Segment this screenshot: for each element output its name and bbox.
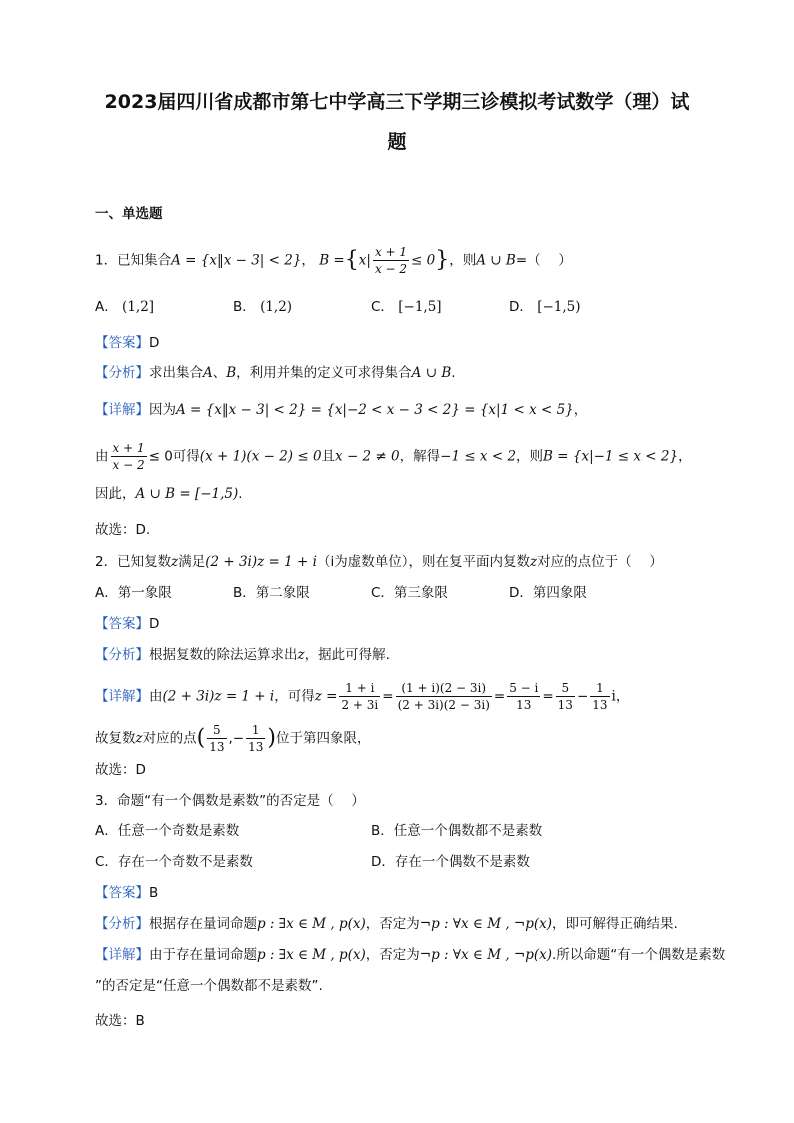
text: （i为虚数单位），则在复平面内复数 xyxy=(316,554,530,570)
q3-option-b: B．任意一个偶数都不是素数 xyxy=(371,823,543,839)
frac-den: x − 2 xyxy=(112,458,145,472)
frac-num: 1 xyxy=(246,722,265,739)
q3-analysis xyxy=(95,914,678,934)
q1-option-a xyxy=(95,297,154,317)
math: ¬p : ∀x ∈ M , ¬p(x) xyxy=(419,947,552,963)
opt-value: (1,2) xyxy=(260,299,293,315)
q1-stem-text: 已知集合 xyxy=(117,252,172,269)
q1-detail-line-3 xyxy=(95,484,243,504)
q1-detail-line-2 xyxy=(95,440,692,473)
choose-prefix: 故选： xyxy=(95,762,136,778)
answer-tag: 【答案】 xyxy=(95,335,149,351)
text: 求出集合 xyxy=(149,365,203,381)
q1-stem-text-d: =（ ） xyxy=(515,252,572,269)
frac-den: 13 xyxy=(516,698,532,712)
text: ， xyxy=(678,448,692,465)
opt-label: D． xyxy=(509,299,533,315)
bar: | xyxy=(366,252,371,269)
q2-answer xyxy=(95,614,159,634)
q1-setB-label: B = xyxy=(319,252,345,269)
math: p : ∃x ∈ M , p(x) xyxy=(257,916,366,932)
q1-setA: A = {x‖x − 3| < 2} xyxy=(171,252,302,269)
q2-choose xyxy=(95,760,146,780)
text: 对应的点 xyxy=(142,730,197,747)
frac-den: 13 xyxy=(248,740,264,754)
text: ，利用并集的定义可求得集合 xyxy=(236,365,412,381)
opt-value: [−1,5) xyxy=(537,299,581,315)
detail-tag: 【详解】 xyxy=(95,688,149,705)
q1-option-d xyxy=(509,297,581,317)
frac-num: 1 + i xyxy=(339,680,380,697)
q2-number: 2． xyxy=(95,554,118,570)
page-title xyxy=(60,82,734,162)
frac xyxy=(207,722,226,755)
text: 因为 xyxy=(149,402,176,418)
text: 、 xyxy=(212,365,227,381)
q2-analysis xyxy=(95,645,390,665)
text: ，则 xyxy=(516,448,544,465)
q1-stem xyxy=(95,244,572,277)
q1-frac-den: x − 2 xyxy=(374,262,408,276)
q2-detail-line-2: 故复数z对应的点( $\frac{5}{13}$ ,− $\frac{1}{13}$ )位于第四象限， xyxy=(95,723,371,754)
q1-answer xyxy=(95,333,159,353)
text: ≤ 0可得 xyxy=(148,448,200,465)
paren-close: ) xyxy=(267,725,276,751)
math: z xyxy=(297,647,305,663)
math: p : ∃x ∈ M , p(x) xyxy=(257,947,366,963)
brace-close: } xyxy=(435,247,450,273)
text: ， xyxy=(573,402,588,418)
text: 故复数 xyxy=(95,730,136,747)
text: . xyxy=(238,486,243,502)
math: B = {x|−1 ≤ x < 2} xyxy=(543,448,679,465)
paren-open: ( xyxy=(196,725,206,751)
frac-num: 1 xyxy=(590,680,609,697)
frac xyxy=(339,680,380,713)
opt-value: [−1,5] xyxy=(398,299,442,315)
opt-label: C． xyxy=(371,299,394,315)
text: 已知复数 xyxy=(117,554,172,570)
text: 满足 xyxy=(178,554,206,570)
q1-union: A ∪ B xyxy=(476,252,516,269)
math: z xyxy=(171,554,179,570)
answer-value: B xyxy=(149,885,159,901)
choose-prefix: 故选： xyxy=(95,522,136,538)
q1-choose xyxy=(95,520,150,540)
frac-num: 5 xyxy=(207,722,226,739)
q1-setB-var: x xyxy=(358,252,367,269)
text: 因此， xyxy=(95,486,136,502)
frac-den: (2 + 3i)(2 − 3i) xyxy=(397,698,490,712)
analysis-tag: 【分析】 xyxy=(95,916,149,932)
text: 由 xyxy=(95,448,109,465)
frac-num: 5 − i xyxy=(509,681,539,695)
q3-option-d: D．存在一个偶数不是素数 xyxy=(371,854,530,870)
frac xyxy=(590,680,609,713)
text: 命题“有一个偶数是素数”的否定是（ ） xyxy=(117,793,365,809)
q1-number: 1． xyxy=(95,252,118,269)
q3-option-c: C．存在一个奇数不是素数 xyxy=(95,854,253,870)
detail-tag: 【详解】 xyxy=(95,947,149,963)
math: B xyxy=(226,365,237,381)
frac-den: 13 xyxy=(592,698,608,712)
text: 由 xyxy=(149,688,163,705)
q3-option-a: A．任意一个奇数是素数 xyxy=(95,823,240,839)
q2-detail: 【详解】由(2 + 3i)z = 1 + i，可得z = $\frac{1 + i}{2 + 3i}$ = $\frac{(1 + i)(2 - 3i)}{(2 + 3i)(2 - 3i)}$ = $\frac{5 - i}{13}$ = $\frac{5}{13}$ − $\frac{1}{13}$ i， xyxy=(95,681,630,712)
text: 且 xyxy=(321,448,336,465)
q1-detail xyxy=(95,400,587,420)
text: ，据此可得解. xyxy=(304,647,390,663)
math: z xyxy=(135,730,143,747)
q1-frac-num: x + 1 xyxy=(374,245,408,259)
q3-number: 3． xyxy=(95,793,118,809)
q2-stem xyxy=(95,552,663,572)
frac xyxy=(246,722,265,755)
answer-tag: 【答案】 xyxy=(95,885,149,901)
frac-num: 5 xyxy=(556,680,575,697)
text: 根据存在量词命题 xyxy=(149,916,257,932)
opt-label: B． xyxy=(233,299,256,315)
text: ，解得 xyxy=(399,448,441,465)
math: A ∪ B xyxy=(411,365,452,381)
frac-den: 13 xyxy=(209,740,225,754)
choose-prefix: 故选： xyxy=(95,1013,136,1029)
text: ，否定为 xyxy=(365,947,420,963)
math: ¬p : ∀x ∈ M , ¬p(x) xyxy=(419,916,552,932)
q1-sep: ， xyxy=(301,252,315,269)
q1-le: ≤ 0 xyxy=(411,252,436,269)
brace-open: { xyxy=(344,247,359,273)
analysis-tag: 【分析】 xyxy=(95,647,149,663)
answer-value: D xyxy=(149,335,160,351)
math: A xyxy=(203,365,213,381)
frac-num: (1 + i)(2 − 3i) xyxy=(396,680,492,697)
title-line-2: 题 xyxy=(387,131,407,153)
math: A ∪ B = [−1,5) xyxy=(135,486,239,502)
text: ，否定为 xyxy=(365,916,420,932)
frac-num: x + 1 xyxy=(112,441,145,455)
q1-option-b xyxy=(233,297,292,317)
title-line-1: 2023届四川省成都市第七中学高三下学期三诊模拟考试数学（理）试 xyxy=(104,91,690,113)
frac-den: 2 + 3i xyxy=(341,698,379,712)
choose-value: D xyxy=(135,762,146,778)
q1-stem-text-c: ，则 xyxy=(449,252,477,269)
text: . xyxy=(451,365,456,381)
math: (2 + 3i)z = 1 + i xyxy=(205,554,317,570)
text: 由于存在量词命题 xyxy=(149,947,257,963)
math: A = {x‖x − 3| < 2} xyxy=(176,402,307,418)
math: z = xyxy=(314,688,338,705)
frac xyxy=(556,680,575,713)
math: (2 + 3i)z = 1 + i xyxy=(162,688,275,705)
q3-detail xyxy=(95,945,725,965)
text: .所以命题“有一个偶数是素数 xyxy=(552,947,726,963)
analysis-tag: 【分析】 xyxy=(95,365,149,381)
section-heading: 一、单选题 xyxy=(95,206,163,222)
detail-tag: 【详解】 xyxy=(95,402,149,418)
math: = {x|−2 < x − 3 < 2} = {x|1 < x < 5} xyxy=(310,402,574,418)
opt-value: (1,2] xyxy=(122,299,155,315)
q3-stem xyxy=(95,791,365,811)
text: 根据复数的除法运算求出 xyxy=(149,647,298,663)
text: 位于第四象限， xyxy=(275,730,371,747)
opt-label: A． xyxy=(95,299,118,315)
text: 对应的点位于（ ） xyxy=(537,554,663,570)
q3-detail-line-2: ”的否定是“任意一个偶数都不是素数”. xyxy=(95,978,323,994)
math: x − 2 ≠ 0 xyxy=(335,448,400,465)
frac xyxy=(111,440,147,473)
q2-option-d: D．第四象限 xyxy=(509,585,587,601)
math: z xyxy=(529,554,538,570)
math: i xyxy=(611,688,616,705)
frac-den: 13 xyxy=(557,698,573,712)
text: ，可得 xyxy=(274,688,315,705)
answer-value: D xyxy=(149,616,160,632)
q3-choose xyxy=(95,1011,145,1031)
q2-option-c: C．第三象限 xyxy=(371,585,448,601)
q2-option-b: B．第二象限 xyxy=(233,585,310,601)
text: ，即可解得正确结果. xyxy=(552,916,678,932)
answer-tag: 【答案】 xyxy=(95,616,149,632)
frac xyxy=(396,680,492,713)
choose-value: D. xyxy=(135,522,151,538)
q1-analysis xyxy=(95,363,456,383)
math: −1 ≤ x < 2 xyxy=(440,448,517,465)
q1-frac xyxy=(373,244,409,277)
q1-option-c xyxy=(371,297,442,317)
q3-answer xyxy=(95,883,158,903)
math: (x + 1)(x − 2) ≤ 0 xyxy=(199,448,322,465)
frac xyxy=(507,680,540,713)
q2-option-a: A．第一象限 xyxy=(95,585,172,601)
choose-value: B xyxy=(135,1013,145,1029)
